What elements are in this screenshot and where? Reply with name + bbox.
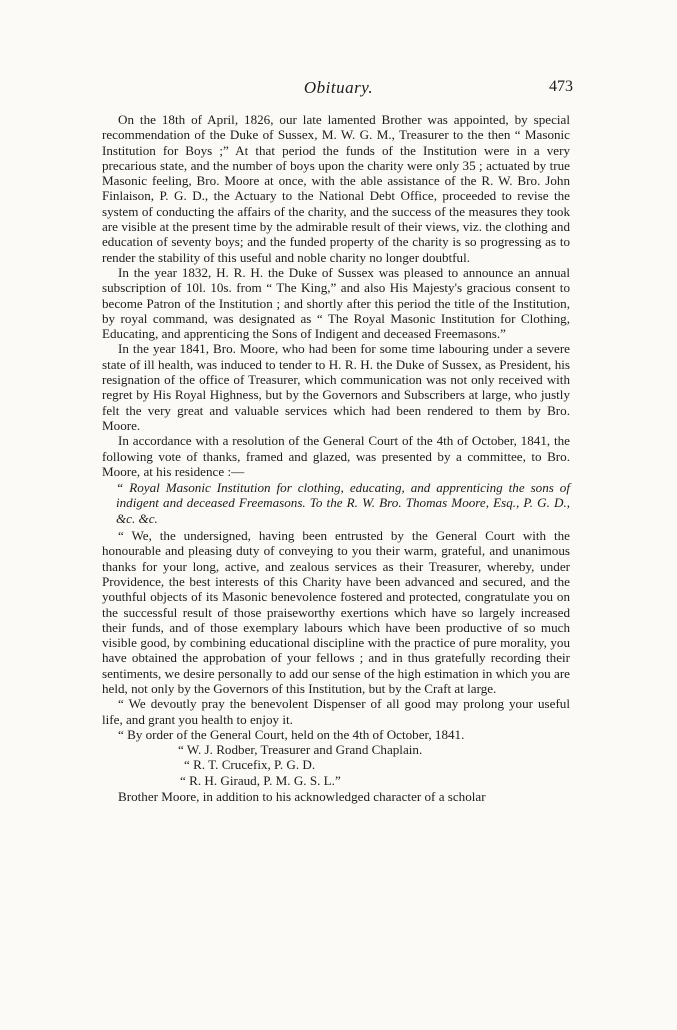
body-text <box>102 112 570 804</box>
paragraph-vote-of-thanks: In accordance with a resolution of the General Court of the 4th of October, 1841, the following vote of thanks, framed and glazed, was presented by a committee, to Bro. Moore, at his residence :— <box>102 433 570 479</box>
paragraph-resignation: In the year 1841, Bro. Moore, who had been for some time labouring under a severe state of ill health, was induced to tender to H. R. H. the Duke of Sussex, as President, his resignation of the office of Treasurer, which communication was not only received with regret by His Royal Highness, but by the Governors and Subscribers at large, who justly felt the very great and valuable services which had been rendered to them by Bro. Moore. <box>102 341 570 433</box>
letter-body: “ We, the undersigned, having been entrusted by the General Court with the honourable and pleasing duty of conveying to you their warm, grateful, and unanimous thanks for your long, active, and zealous services as their Treasurer, whereby, under Providence, the best interests of this Charity have been advanced and secured, and the youthful objects of its Masonic benevolence fostered and protected, congratulate you on the successful result of those praiseworthy exertions which have so largely increased their funds, and of those exemplary labours which have been productive of so much visible good, by combining educational discipline with the practice of pure morality, you have obtained the approbation of your fellows ; and in thus gratefully recording their sentiments, we desire personally to add our sense of the high estimation in which you are held, not only by the Governors of this Institution, but by the Craft at large. <box>102 528 570 696</box>
paragraph-appointment: On the 18th of April, 1826, our late lamented Brother was appointed, by special recommendation of the Duke of Sussex, M. W. G. M., Treasurer to the then “ Masonic Institution for Boys ;” At that period the funds of the Institution were in a very precarious state, and the number of boys upon the charity were only 35 ; actuated by true Masonic feeling, Bro. Moore at once, with the able assistance of the R. W. Bro. John Finlaison, P. G. D., the Actuary to the National Debt Office, proceeded to revise the system of conducting the affairs of the charity, and the success of the measures they took are visible at the present time by the admirable result of their views, viz. the clothing and education of seventy boys; and the funded property of the charity is so progressing as to render the stability of this useful and noble charity no longer doubtful. <box>102 112 570 265</box>
paragraph-scholar: Brother Moore, in addition to his acknowledged character of a scholar <box>118 789 486 805</box>
signature-crucefix: “ R. T. Crucefix, P. G. D. <box>184 757 316 773</box>
running-title: Obituary. <box>303 78 374 97</box>
letter-order: “ By order of the General Court, held on the 4th of October, 1841. <box>118 726 465 742</box>
page-number: 473 <box>549 78 573 95</box>
signature-rodber: “ W. J. Rodber, Treasurer and Grand Chaplain. <box>178 742 423 758</box>
page-header <box>0 78 677 100</box>
letter-address: “ Royal Masonic Institution for clothing, educating, and apprenticing the sons of indigent and deceased Freemasons. To the R. W. Bro. Thomas Moore, Esq., P. G. D., &c. &c. <box>116 480 570 526</box>
signature-giraud: “ R. H. Giraud, P. M. G. S. L.” <box>180 772 341 788</box>
paragraph-royal-patronage: In the year 1832, H. R. H. the Duke of Sussex was pleased to announce an annual subscription of 10l. 10s. from “ The King,” and also His Majesty's gracious consent to become Patron of the Institution ; and shortly after this period the title of the Institution, by royal command, was designated as “ The Royal Masonic Institution for Clothing, Educating, and apprenticing the Sons of Indigent and deceased Freemasons.” <box>102 264 570 342</box>
letter-prayer: “ We devoutly pray the benevolent Dispenser of all good may prolong your useful life, and grant you health to enjoy it. <box>102 696 570 727</box>
